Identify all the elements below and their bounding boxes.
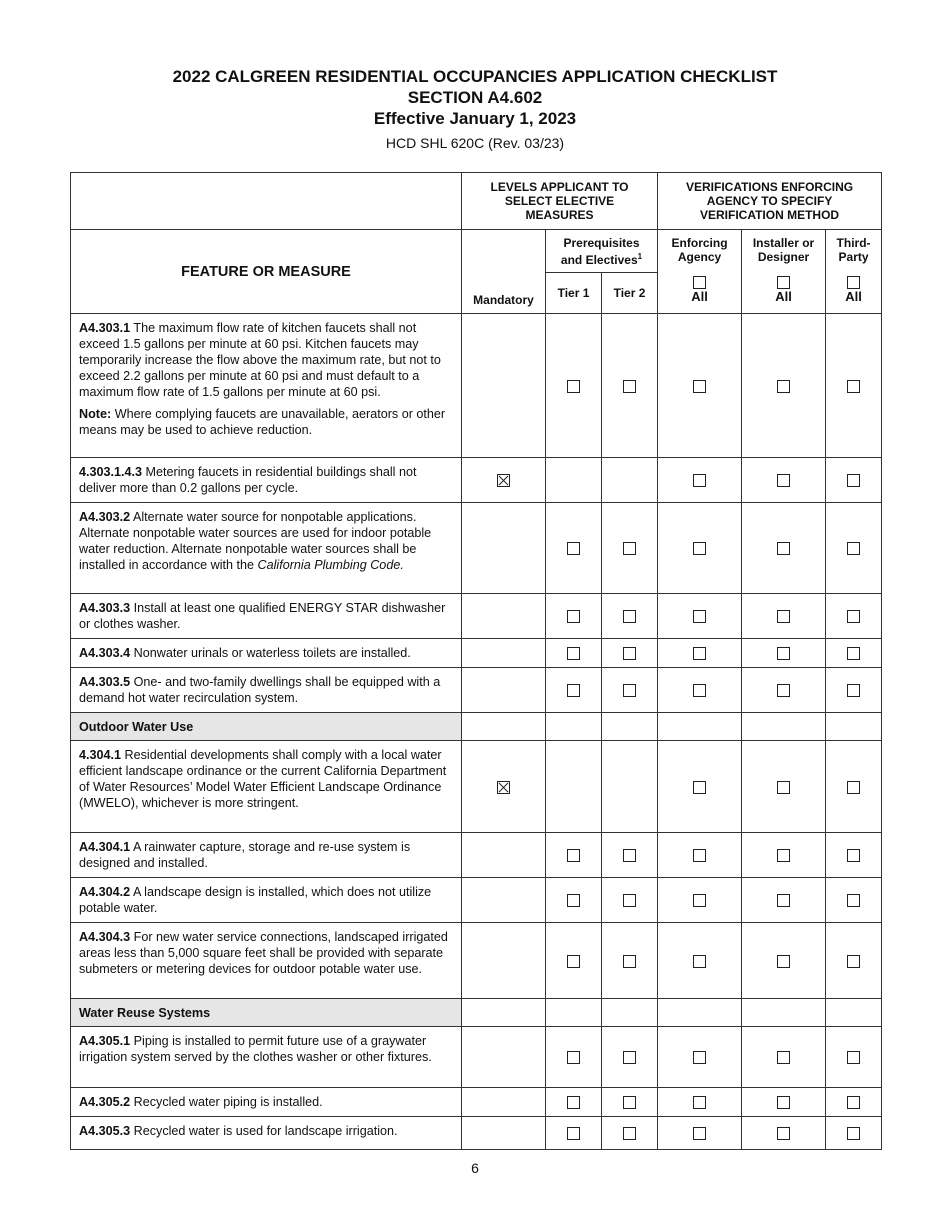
tier1-checkbox[interactable] xyxy=(567,1096,580,1109)
enforcing-cell xyxy=(658,639,742,668)
installer-checkbox[interactable] xyxy=(777,1096,790,1109)
page-number: 6 xyxy=(471,1160,479,1176)
section-empty-cell xyxy=(826,713,882,741)
installer-cell xyxy=(742,668,826,713)
mandatory-cell xyxy=(462,639,546,668)
measure-description xyxy=(71,1027,462,1088)
section-empty-cell xyxy=(602,999,658,1027)
measure-code: A4.304.3 xyxy=(79,930,131,944)
third-cell xyxy=(826,503,882,594)
installer-label: Installer or Designer xyxy=(752,236,815,264)
measure-code: A4.304.2 xyxy=(79,885,131,899)
third-party-header xyxy=(826,230,882,314)
measure-code: A4.303.2 xyxy=(79,510,131,524)
third-party-all-label: All xyxy=(845,289,862,304)
tier1-cell xyxy=(546,923,602,999)
enforcing-checkbox[interactable] xyxy=(693,1096,706,1109)
tier1-cell xyxy=(546,594,602,639)
measure-text: Residential developments shall comply with a local water efficient landscape ordinance or the current California Department of Water Resources’ Model Water Efficient Landscape Ordinance (MWELO), whichever is more stringent. xyxy=(79,748,447,810)
mandatory-cell xyxy=(462,503,546,594)
third-checkbox[interactable] xyxy=(847,647,860,660)
measure-text: A landscape design is installed, which does not utilize potable water. xyxy=(79,885,432,915)
installer-cell xyxy=(742,923,826,999)
measure-text: Nonwater urinals or waterless toilets are installed. xyxy=(133,646,411,660)
table-row xyxy=(71,741,882,833)
table-row xyxy=(71,668,882,713)
measure-description xyxy=(71,639,462,668)
tier1-checkbox[interactable] xyxy=(567,955,580,968)
enforcing-checkbox[interactable] xyxy=(693,684,706,697)
tier2-cell xyxy=(602,314,658,458)
table-row xyxy=(71,594,882,639)
tier2-checkbox[interactable] xyxy=(623,1051,636,1064)
third-cell xyxy=(826,833,882,878)
third-cell xyxy=(826,314,882,458)
tier1-cell xyxy=(546,458,602,503)
enforcing-cell xyxy=(658,503,742,594)
measure-code: A4.305.3 xyxy=(79,1124,131,1138)
installer-checkbox[interactable] xyxy=(777,380,790,393)
installer-checkbox[interactable] xyxy=(777,647,790,660)
installer-header xyxy=(742,230,826,314)
installer-checkbox[interactable] xyxy=(777,474,790,487)
tier2-cell xyxy=(602,458,658,503)
measure-code: A4.303.5 xyxy=(79,675,131,689)
tier1-checkbox[interactable] xyxy=(567,610,580,623)
third-cell xyxy=(826,668,882,713)
mandatory-checked-checkbox[interactable] xyxy=(497,474,510,487)
tier2-cell xyxy=(602,594,658,639)
enforcing-cell xyxy=(658,833,742,878)
third-checkbox[interactable] xyxy=(847,1051,860,1064)
third-checkbox[interactable] xyxy=(847,542,860,555)
note-label: Note: xyxy=(79,407,112,421)
measure-text-italic: California Plumbing Code. xyxy=(257,558,404,572)
tier2-cell xyxy=(602,1027,658,1088)
enforcing-all-checkbox[interactable] xyxy=(693,276,706,289)
tier1-cell xyxy=(546,741,602,833)
tier2-checkbox[interactable] xyxy=(623,1127,636,1140)
tier2-header: Tier 2 xyxy=(602,273,658,314)
section-empty-cell xyxy=(462,999,546,1027)
prereq-label: Prerequisites and Electives xyxy=(560,235,640,267)
third-checkbox[interactable] xyxy=(847,610,860,623)
mandatory-header: Mandatory xyxy=(462,273,546,314)
installer-cell xyxy=(742,594,826,639)
tier2-checkbox[interactable] xyxy=(623,849,636,862)
installer-checkbox[interactable] xyxy=(777,1127,790,1140)
mandatory-cell xyxy=(462,668,546,713)
enforcing-checkbox[interactable] xyxy=(693,955,706,968)
installer-checkbox[interactable] xyxy=(777,1051,790,1064)
mandatory-cell xyxy=(462,833,546,878)
enforcing-checkbox[interactable] xyxy=(693,610,706,623)
checklist-title: 2022 CALGREEN RESIDENTIAL OCCUPANCIES APPLICATION CHECKLIST xyxy=(172,67,778,86)
enforcing-cell xyxy=(658,458,742,503)
installer-checkbox[interactable] xyxy=(777,684,790,697)
third-party-all-checkbox[interactable] xyxy=(847,276,860,289)
installer-cell xyxy=(742,833,826,878)
enforcing-checkbox[interactable] xyxy=(693,894,706,907)
enforcing-cell xyxy=(658,314,742,458)
tier2-checkbox[interactable] xyxy=(623,380,636,393)
installer-checkbox[interactable] xyxy=(777,894,790,907)
section-empty-cell xyxy=(546,713,602,741)
third-checkbox[interactable] xyxy=(847,849,860,862)
measure-description xyxy=(71,314,462,458)
third-cell xyxy=(826,639,882,668)
header-blank xyxy=(71,173,462,230)
mandatory-cell xyxy=(462,314,546,458)
third-cell xyxy=(826,1088,882,1117)
enforcing-cell xyxy=(658,1027,742,1088)
prereq-footnote: 1 xyxy=(637,251,643,261)
measure-code: A4.303.1 xyxy=(79,321,131,335)
installer-checkbox[interactable] xyxy=(777,781,790,794)
table-row xyxy=(71,639,882,668)
installer-all-checkbox[interactable] xyxy=(777,276,790,289)
tier1-cell xyxy=(546,503,602,594)
enforcing-all-label: All xyxy=(691,289,708,304)
third-checkbox[interactable] xyxy=(847,894,860,907)
mandatory-cell xyxy=(462,1027,546,1088)
note-text: Where complying faucets are unavailable, aerators or other means may be used to achieve reduction. xyxy=(79,407,446,437)
table-row xyxy=(71,1117,882,1150)
measure-text: One- and two-family dwellings shall be equipped with a demand hot water recirculation system. xyxy=(79,675,441,705)
measure-description xyxy=(71,833,462,878)
tier2-cell xyxy=(602,923,658,999)
enforcing-checkbox[interactable] xyxy=(693,474,706,487)
tier2-checkbox[interactable] xyxy=(623,1096,636,1109)
mandatory-cell xyxy=(462,741,546,833)
enforcing-checkbox[interactable] xyxy=(693,1127,706,1140)
measure-code: 4.303.1.4.3 xyxy=(79,465,143,479)
installer-cell xyxy=(742,741,826,833)
verifications-header: VERIFICATIONS ENFORCING AGENCY TO SPECIFY VERIFICATION METHOD xyxy=(658,173,882,230)
tier1-checkbox[interactable] xyxy=(567,1127,580,1140)
measure-description xyxy=(71,668,462,713)
installer-cell xyxy=(742,314,826,458)
measure-code: A4.303.3 xyxy=(79,601,131,615)
third-cell xyxy=(826,923,882,999)
checklist-table xyxy=(70,172,882,1150)
measure-description xyxy=(71,1117,462,1150)
enforcing-cell xyxy=(658,1088,742,1117)
measure-code: A4.304.1 xyxy=(79,840,131,854)
enforcing-checkbox[interactable] xyxy=(693,781,706,794)
tier2-checkbox[interactable] xyxy=(623,542,636,555)
third-cell xyxy=(826,594,882,639)
installer-cell xyxy=(742,1117,826,1150)
third-checkbox[interactable] xyxy=(847,474,860,487)
tier2-cell xyxy=(602,1117,658,1150)
measure-description xyxy=(71,594,462,639)
enforcing-cell xyxy=(658,878,742,923)
installer-cell xyxy=(742,503,826,594)
tier1-checkbox[interactable] xyxy=(567,542,580,555)
installer-checkbox[interactable] xyxy=(777,849,790,862)
third-checkbox[interactable] xyxy=(847,1096,860,1109)
measure-text: Install at least one qualified ENERGY STAR dishwasher or clothes washer. xyxy=(79,601,446,631)
table-row xyxy=(71,833,882,878)
tier2-checkbox[interactable] xyxy=(623,684,636,697)
installer-cell xyxy=(742,878,826,923)
measure-text: Metering faucets in residential buildings shall not deliver more than 0.2 gallons per cycle. xyxy=(79,465,417,495)
tier1-checkbox[interactable] xyxy=(567,684,580,697)
section-empty-cell xyxy=(658,713,742,741)
mandatory-cell xyxy=(462,594,546,639)
enforcing-cell xyxy=(658,923,742,999)
tier1-cell xyxy=(546,878,602,923)
tier1-checkbox[interactable] xyxy=(567,647,580,660)
tier1-cell xyxy=(546,668,602,713)
table-row xyxy=(71,923,882,999)
table-row xyxy=(71,503,882,594)
section-empty-cell xyxy=(462,713,546,741)
form-id: HCD SHL 620C (Rev. 03/23) xyxy=(385,135,565,151)
measure-text: Recycled water piping is installed. xyxy=(133,1095,323,1109)
measure-text: Alternate water source for nonpotable applications. Alternate nonpotable water sources are used for indoor potable water reduction. Alternate nonpotable water sources shall be installed in accordance with the xyxy=(79,510,432,572)
tier1-cell xyxy=(546,1117,602,1150)
enforcing-header xyxy=(658,230,742,314)
section-empty-cell xyxy=(742,999,826,1027)
mandatory-checked-checkbox[interactable] xyxy=(497,781,510,794)
section-title: SECTION A4.602 xyxy=(407,88,543,107)
feature-header xyxy=(71,230,462,314)
third-checkbox[interactable] xyxy=(847,1127,860,1140)
third-checkbox[interactable] xyxy=(847,955,860,968)
enforcing-checkbox[interactable] xyxy=(693,849,706,862)
enforcing-checkbox[interactable] xyxy=(693,542,706,555)
tier1-cell xyxy=(546,1088,602,1117)
measure-description xyxy=(71,878,462,923)
measure-note xyxy=(79,406,453,438)
section-heading: Outdoor Water Use xyxy=(71,713,462,741)
table-row xyxy=(71,1027,882,1088)
third-cell xyxy=(826,1027,882,1088)
measure-text: The maximum flow rate of kitchen faucets shall not exceed 1.5 gallons per minute at 60 psi. Kitchen faucets may temporarily increase the flow above the maximum rate, but not to exceed 2.2 gallons per minute at 60 psi and must default to a maximum flow rate of 1.5 gallons per minute at 60 psi. xyxy=(79,321,441,399)
measure-text: A rainwater capture, storage and re-use system is designed and installed. xyxy=(79,840,411,870)
tier2-checkbox[interactable] xyxy=(623,955,636,968)
installer-cell xyxy=(742,1027,826,1088)
measure-text: Recycled water is used for landscape irrigation. xyxy=(133,1124,398,1138)
document-header xyxy=(0,66,950,151)
tier1-cell xyxy=(546,314,602,458)
section-row xyxy=(71,999,882,1027)
tier2-checkbox[interactable] xyxy=(623,647,636,660)
tier2-cell xyxy=(602,668,658,713)
section-empty-cell xyxy=(546,999,602,1027)
enforcing-label: Enforcing Agency xyxy=(671,236,728,264)
table-row xyxy=(71,458,882,503)
mandatory-cell xyxy=(462,1117,546,1150)
tier2-cell xyxy=(602,1088,658,1117)
installer-checkbox[interactable] xyxy=(777,955,790,968)
third-cell xyxy=(826,1117,882,1150)
installer-checkbox[interactable] xyxy=(777,542,790,555)
tier1-checkbox[interactable] xyxy=(567,1051,580,1064)
mandatory-cell xyxy=(462,1088,546,1117)
third-cell xyxy=(826,878,882,923)
mandatory-cell xyxy=(462,923,546,999)
third-checkbox[interactable] xyxy=(847,781,860,794)
measure-description xyxy=(71,923,462,999)
section-empty-cell xyxy=(742,713,826,741)
installer-cell xyxy=(742,639,826,668)
measure-text: For new water service connections, landscaped irrigated areas less than 5,000 square feet shall be provided with separate submeters or metering devices for outdoor potable water use. xyxy=(79,930,448,976)
levels-header: LEVELS APPLICANT TO SELECT ELECTIVE MEASURES xyxy=(462,173,658,230)
prereq-header xyxy=(546,230,658,273)
tier2-checkbox[interactable] xyxy=(623,610,636,623)
third-cell xyxy=(826,741,882,833)
installer-cell xyxy=(742,1088,826,1117)
tier2-cell xyxy=(602,639,658,668)
enforcing-cell xyxy=(658,1117,742,1150)
third-cell xyxy=(826,458,882,503)
tier2-cell xyxy=(602,741,658,833)
third-checkbox[interactable] xyxy=(847,380,860,393)
mandatory-top-blank xyxy=(462,230,546,273)
tier2-checkbox[interactable] xyxy=(623,894,636,907)
measure-code: A4.303.4 xyxy=(79,646,131,660)
table-row xyxy=(71,878,882,923)
tier2-cell xyxy=(602,878,658,923)
measure-code: A4.305.2 xyxy=(79,1095,131,1109)
measure-description xyxy=(71,503,462,594)
section-empty-cell xyxy=(826,999,882,1027)
enforcing-cell xyxy=(658,741,742,833)
measure-code: 4.304.1 xyxy=(79,748,122,762)
enforcing-cell xyxy=(658,668,742,713)
enforcing-cell xyxy=(658,594,742,639)
section-row xyxy=(71,713,882,741)
measure-description xyxy=(71,741,462,833)
effective-date: Effective January 1, 2023 xyxy=(373,109,577,128)
section-heading: Water Reuse Systems xyxy=(71,999,462,1027)
section-empty-cell xyxy=(602,713,658,741)
third-party-label: Third-Party xyxy=(836,236,871,264)
tier1-cell xyxy=(546,1027,602,1088)
enforcing-checkbox[interactable] xyxy=(693,1051,706,1064)
mandatory-cell xyxy=(462,878,546,923)
enforcing-checkbox[interactable] xyxy=(693,380,706,393)
section-empty-cell xyxy=(658,999,742,1027)
installer-cell xyxy=(742,458,826,503)
tier1-checkbox[interactable] xyxy=(567,849,580,862)
table-row xyxy=(71,1088,882,1117)
tier1-checkbox[interactable] xyxy=(567,380,580,393)
tier1-header: Tier 1 xyxy=(546,273,602,314)
installer-checkbox[interactable] xyxy=(777,610,790,623)
enforcing-checkbox[interactable] xyxy=(693,647,706,660)
measure-description xyxy=(71,458,462,503)
measure-text: Piping is installed to permit future use of a graywater irrigation system served by the clothes washer or other fixtures. xyxy=(79,1034,432,1064)
tier1-checkbox[interactable] xyxy=(567,894,580,907)
measure-description xyxy=(71,1088,462,1117)
tier2-cell xyxy=(602,503,658,594)
tier1-cell xyxy=(546,639,602,668)
mandatory-cell xyxy=(462,458,546,503)
tier1-cell xyxy=(546,833,602,878)
third-checkbox[interactable] xyxy=(847,684,860,697)
feature-header-label: FEATURE OR MEASURE xyxy=(181,263,351,280)
tier2-cell xyxy=(602,833,658,878)
table-row xyxy=(71,314,882,458)
measure-code: A4.305.1 xyxy=(79,1034,131,1048)
installer-all-label: All xyxy=(775,289,792,304)
